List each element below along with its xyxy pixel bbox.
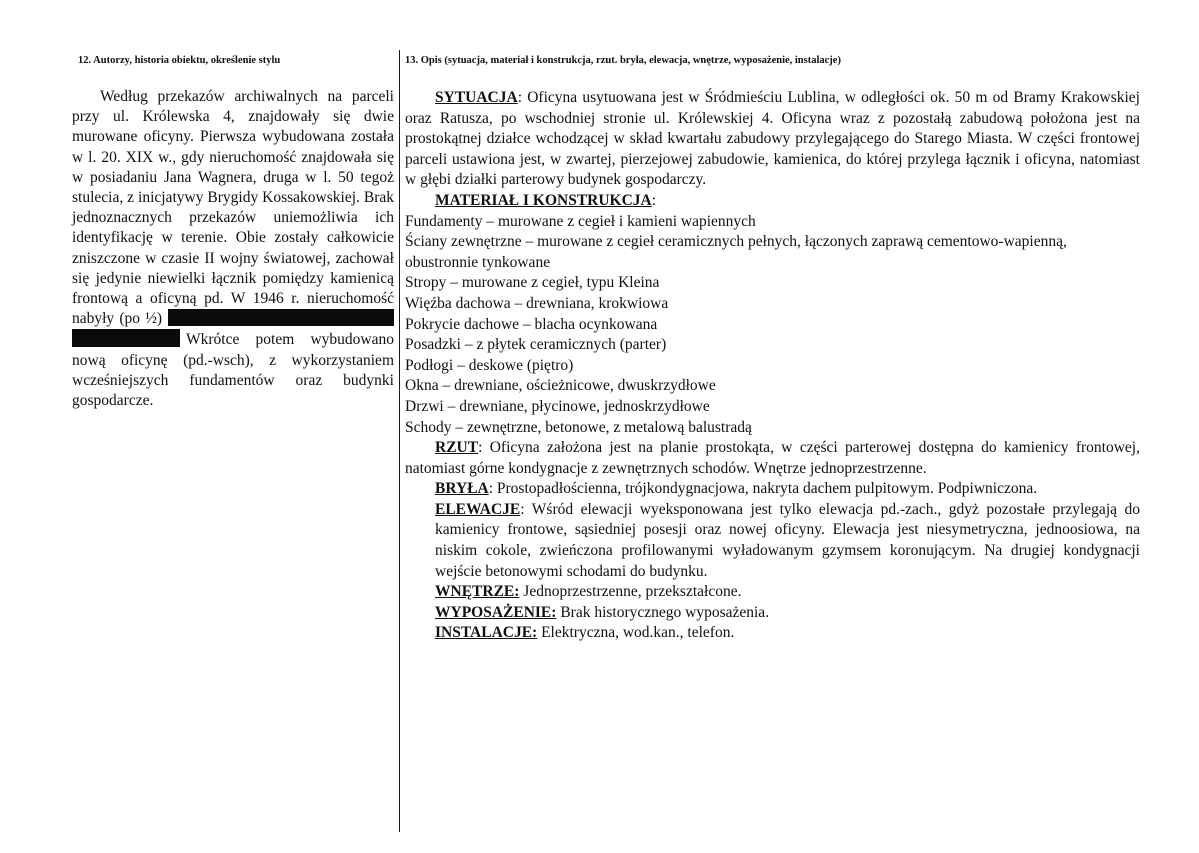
instalacje-text: Elektryczna, wod.kan., telefon. [537,624,735,642]
section-rzut [405,438,1140,479]
material-item: Fundamenty – murowane z cegieł i kamieni wapiennych [405,212,756,230]
section-bryla [405,479,1140,500]
material-item: Okna – drewniane, ościeżnicowe, dwuskrzydłowe [405,377,716,395]
sytuacja-label: SYTUACJA [435,89,518,106]
redaction-bar [168,309,394,326]
rzut-label: RZUT [435,439,479,457]
bryla-text: : Prostopadłościenna, trójkondygnacjowa, nakryta dachem pulpitowym. Podpiwniczona. [488,480,1038,498]
sytuacja-text: : Oficyna usytuowana jest w Śródmieściu Lublina, w odległości ok. 50 m od Bramy Krakowskiej oraz Ratusza, po wschodniej stronie ul. Królewskiej 4. Oficyna wraz z pozostałą zabudową położona jest na prostokątnej działce wchodzącej w skład kwartału zabudowy przylegającego do Starego Miasta. W części frontowej parceli ustawiona jest, w zwartej, pierzejowej zabudowie, kamienica, do której przylega łącznik i oficyna, natomiast w głębi działki parterowy budynek gospodarczy. [405,89,1140,189]
description-column [405,52,1140,644]
history-text-part2: Wkrótce potem wybudowano nową oficynę (pd.-wsch), z wykorzystaniem wcześniejszych fundamentów oraz budynki gospodarcze. [72,331,394,410]
elewacje-text: : Wśród elewacji wyeksponowana jest tylko elewacja pd.-zach., gdyż pozostałe przylegają do kamienicy frontowe, sąsiedniej posesji oraz nowej oficyny. Elewacja jest niesymetryczna, jednoosiowa, na niskim cokole, zwieńczona profilowanymi wyładowanym gzymsem koronującym. Na drugiej kondygnacji wejście betonowymi schodami do budynku. [435,500,1140,580]
wyposazenie-text: Brak historycznego wyposażenia. [556,603,770,621]
material-item: Więźba dachowa – drewniana, krokwiowa [405,294,669,312]
history-text-part1: Według przekazów archiwalnych na parceli przy ul. Królewska 4, znajdowały się dwie murowane oficyny. Pierwsza wybudowana została w l. 20. XIX w., gdy nieruchomość znajdowała się w posiadaniu Jana Wagnera, druga w l. 50 tegoż stulecia, z inicjatywy Brygidy Kossakowskiej. Brak jednoznacznych przekazów uniemożliwia ich identyfikację w terenie. Obie zostały całkowicie zniszczone w czasie II wojny światowej, zachował się jedynie niewielki łącznik pomiędzy kamienicą frontową a oficyną pd. W 1946 r. nieruchomość nabyły (po ½) [72,88,394,328]
section-sytuacja [405,88,1140,191]
material-item: Posadzki – z płytek ceramicznych (parter) [405,336,667,354]
wnetrze-text: Jednoprzestrzenne, przekształcone. [519,583,742,601]
section-elewacje [405,500,1140,582]
history-text [72,87,394,411]
column-divider [399,50,400,832]
history-column [72,52,394,411]
bryla-label: BRYŁA [435,480,489,498]
wnetrze-label: WNĘTRZE: [435,583,520,601]
material-item: Schody – zewnętrzne, betonowe, z metalową balustradą [405,418,752,436]
material-item: Drzwi – drewniane, płycinowe, jednoskrzydłowe [405,397,710,415]
material-item: Podłogi – deskowe (piętro) [405,356,574,374]
material-item: Ściany zewnętrzne – murowane z cegieł ceramicznych pełnych, łączonych zaprawą cementowo-wapienną, obustronnie tynkowane [405,233,1067,271]
section-instalacje [405,623,1140,644]
description-body [405,88,1140,644]
section-wnetrze [405,582,1140,603]
section-wyposazenie [405,603,1140,624]
rzut-text: : Oficyna założona jest na planie prostokąta, w części parterowej dostępna do kamienicy frontowej, natomiast górne kondygnacje z zewnętrznych schodów. Wnętrze jednoprzestrzenne. [405,439,1140,477]
redaction-bar [72,329,180,347]
elewacje-label: ELEWACJE [435,500,521,518]
instalacje-label: INSTALACJE: [435,624,538,642]
section-material-heading: MATERIAŁ I KONSTRUKCJA: [435,191,657,209]
material-item: Stropy – murowane z cegieł, typu Kleina [405,274,660,292]
material-list [405,212,1140,439]
history-heading: 12. Autorzy, historia obiektu, określenie stylu [78,55,281,66]
material-item: Pokrycie dachowe – blacha ocynkowana [405,315,658,333]
description-heading: 13. Opis (sytuacja, materiał i konstrukcja, rzut. bryła, elewacja, wnętrze, wyposażenie, instalacje) [405,55,841,66]
wyposazenie-label: WYPOSAŻENIE: [435,603,557,621]
material-label: MATERIAŁ I KONSTRUKCJA [435,191,652,209]
